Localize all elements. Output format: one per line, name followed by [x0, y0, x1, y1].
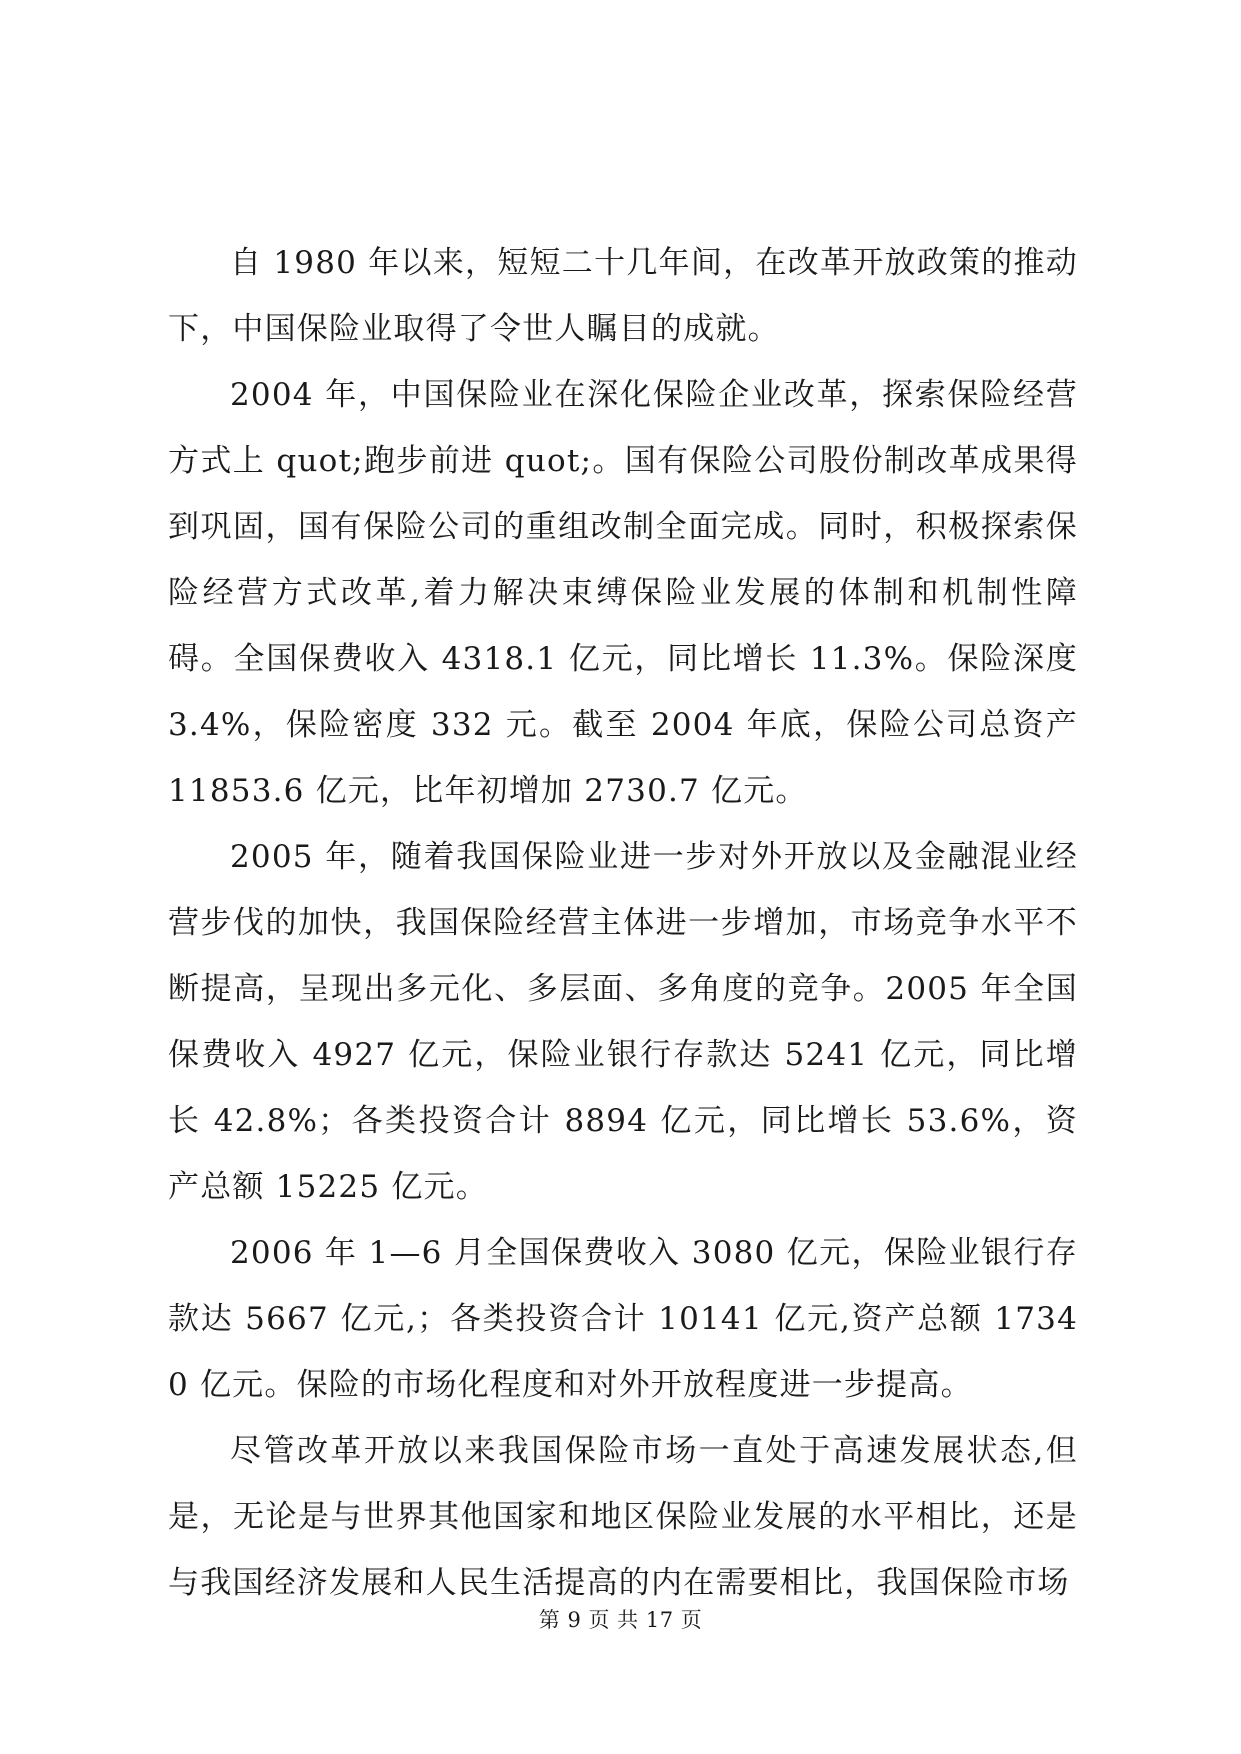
- page-number-label: 第 9 页 共 17 页: [538, 1608, 703, 1632]
- paragraph-3: 2005 年，随着我国保险业进一步对外开放以及金融混业经营步伐的加快，我国保险经营主体进一步增加，市场竞争水平不断提高，呈现出多元化、多层面、多角度的竞争。2005 年全国保费收入 4927 亿元，保险业银行存款达 5241 亿元，同比增长 42.8%；各类投资合计 8894 亿元，同比增长 53.6%，资产总额 15225 亿元。: [168, 839, 1078, 1205]
- paragraph-5: 尽管改革开放以来我国保险市场一直处于高速发展状态,但是，无论是与世界其他国家和地区保险业发展的水平相比，还是与我国经济发展和人民生活提高的内在需要相比，我国保险市场: [168, 1433, 1078, 1601]
- paragraph-1: 自 1980 年以来，短短二十几年间，在改革开放政策的推动下，中国保险业取得了令世人瞩目的成就。: [168, 245, 1078, 347]
- document-body: [168, 230, 1078, 1616]
- paragraph-4: 2006 年 1—6 月全国保费收入 3080 亿元，保险业银行存款达 5667 亿元,；各类投资合计 10141 亿元,资产总额 17340 亿元。保险的市场化程度和对外开放程度进一步提高。: [168, 1235, 1078, 1403]
- paragraph-2: 2004 年，中国保险业在深化保险企业改革，探索保险经营方式上 quot;跑步前进 quot;。国有保险公司股份制改革成果得到巩固，国有保险公司的重组改制全面完成。同时，积极探索保险经营方式改革,着力解决束缚保险业发展的体制和机制性障碍。全国保费收入 4318.1 亿元，同比增长 11.3%。保险深度 3.4%，保险密度 332 元。截至 2004 年底，保险公司总资产 11853.6 亿元，比年初增加 2730.7 亿元。: [168, 377, 1078, 809]
- page-footer: [0, 1604, 1241, 1634]
